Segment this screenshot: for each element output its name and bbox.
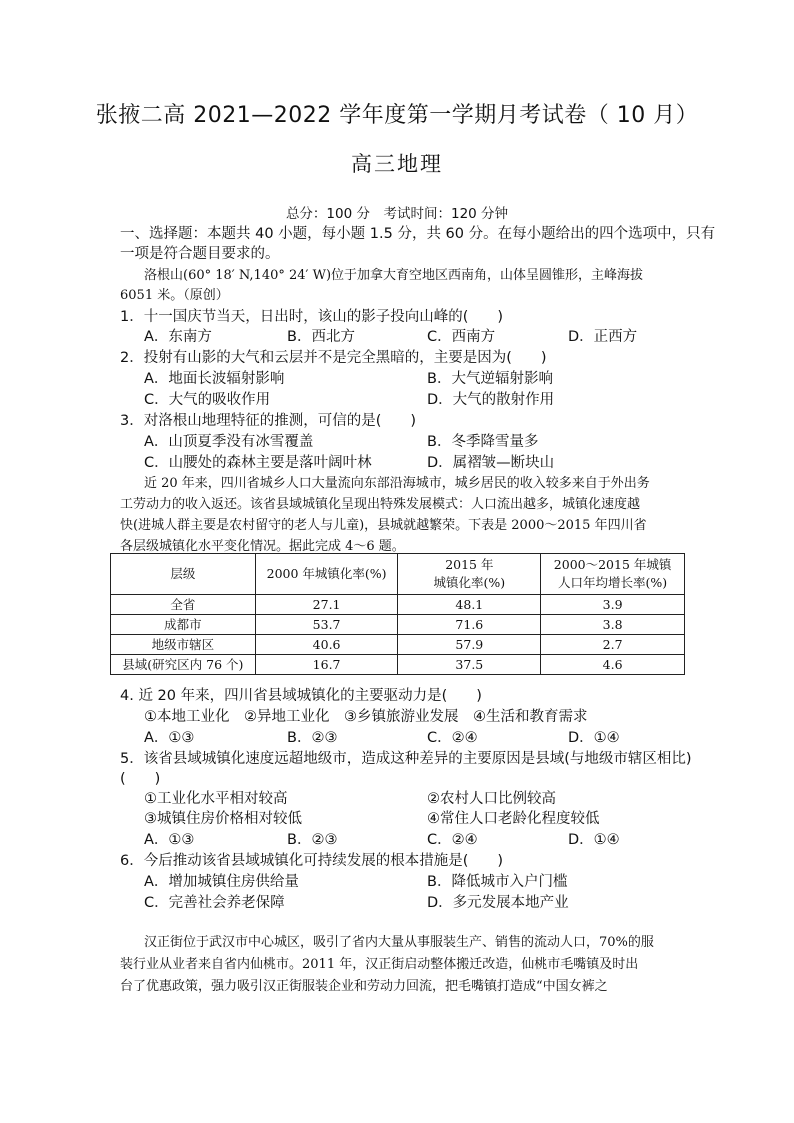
table-cell: 3.8 [541, 615, 685, 635]
table-cell: 全省 [111, 595, 256, 615]
table-header [398, 554, 541, 595]
table-row [111, 615, 685, 635]
q1-stem: 1．十一国庆节当天，日出时，该山的影子投向山峰的( ) [120, 309, 504, 325]
table-cell: 地级市辖区 [111, 635, 256, 655]
passage2-line1: 近 20 年来，四川省城乡人口大量流向东部沿海城市，城乡居民的收入较多来自于外出务 [144, 476, 650, 491]
q6-option-d: D．多元发展本地产业 [427, 895, 569, 911]
q4-stem: 4. 近 20 年来，四川省县域城镇化的主要驱动力是( ) [120, 688, 482, 704]
q4-option-d: D．①④ [568, 730, 620, 746]
passage3-line1: 汉正街位于武汉市中心城区，吸引了省内大量从事服装生产、销售的流动人口，70%的服 [144, 935, 654, 950]
exam-subject: 高三地理 [351, 152, 443, 176]
urbanization-table [110, 553, 685, 675]
passage3-line3: 台了优惠政策，强力吸引汉正街服装企业和劳动力回流，把毛嘴镇打造成“中国女裤之 [120, 979, 608, 994]
table-cell: 3.9 [541, 595, 685, 615]
q6-option-b: B．降低城市入户门槛 [427, 874, 568, 890]
section-instruction-line1: 一、选择题：本题共 40 小题，每小题 1.5 分，共 60 分。在每小题给出的四个选项中，只有 [120, 226, 716, 242]
q2-option-c: C．大气的吸收作用 [144, 392, 271, 408]
table-header-line: 城镇化率(%) [433, 575, 506, 590]
passage2-line2: 工劳动力的收入返还。该省县域城镇化呈现出特殊发展模式：人口流出越多，城镇化速度越 [120, 497, 641, 512]
q6-stem: 6．今后推动该省县域城镇化可持续发展的根本措施是( ) [120, 853, 504, 869]
q4-option-c: C．②④ [427, 730, 478, 746]
q4-items: ①本地工业化 ②异地工业化 ③乡镇旅游业发展 ④生活和教育需求 [144, 709, 588, 725]
table-cell: 57.9 [398, 635, 541, 655]
q6-option-a: A．增加城镇住房供给量 [144, 874, 299, 890]
q1-option-c: C．西南方 [427, 329, 496, 345]
q5-option-c: C．②④ [427, 832, 478, 848]
q2-stem: 2．投射有山影的大气和云层并不是完全黑暗的，主要是因为( ) [120, 350, 547, 366]
q1-option-d: D．正西方 [568, 329, 638, 345]
q5-item-2: ②农村人口比例较高 [427, 791, 556, 807]
q5-stem-blank: ( ) [120, 771, 161, 787]
table-cell: 4.6 [541, 655, 685, 675]
table-cell: 71.6 [398, 615, 541, 635]
table-header-line: 2015 年 [445, 557, 494, 572]
q5-option-b: B．②③ [287, 832, 338, 848]
q5-option-a: A．①③ [144, 832, 195, 848]
table-header-line: 2000～2015 年城镇 [553, 557, 672, 572]
q5-stem: 5．该省县域城镇化速度远超地级市，造成这种差异的主要原因是县域(与地级市辖区相比) [120, 751, 692, 767]
q5-option-d: D．①④ [568, 832, 620, 848]
table-cell: 县域(研究区内 76 个) [111, 655, 256, 675]
table-cell: 27.1 [255, 595, 398, 615]
q6-option-c: C．完善社会养老保障 [144, 895, 285, 911]
table-cell: 16.7 [255, 655, 398, 675]
exam-title: 张掖二高 2021—2022 学年度第一学期月考试卷（ 10 月） [95, 103, 699, 128]
table-row [111, 655, 685, 675]
q5-item-3: ③城镇住房价格相对较低 [144, 811, 302, 827]
q3-option-a: A．山顶夏季没有冰雪覆盖 [144, 434, 314, 450]
table-header-line: 人口年均增长率(%) [558, 575, 668, 590]
q1-option-b: B．西北方 [287, 329, 355, 345]
table-cell: 2.7 [541, 635, 685, 655]
q1-option-a: A．东南方 [144, 329, 212, 345]
q3-stem: 3．对洛根山地理特征的推测，可信的是( ) [120, 413, 417, 429]
table-header: 层级 [111, 554, 256, 595]
passage1-line1: 洛根山(60° 18′ N,140° 24′ W)位于加拿大育空地区西南角，山体呈圆锥形，主峰海拔 [144, 268, 644, 283]
table-cell: 48.1 [398, 595, 541, 615]
q5-item-1: ①工业化水平相对较高 [144, 791, 288, 807]
table-cell: 成都市 [111, 615, 256, 635]
table-row [111, 595, 685, 615]
q3-option-d: D．属褶皱—断块山 [427, 455, 555, 471]
table-row [111, 635, 685, 655]
q2-option-a: A．地面长波辐射影响 [144, 371, 285, 387]
exam-meta: 总分：100 分 考试时间：120 分钟 [285, 206, 509, 222]
q2-option-d: D．大气的散射作用 [427, 392, 555, 408]
q5-item-4: ④常住人口老龄化程度较低 [427, 811, 600, 827]
q2-option-b: B．大气逆辐射影响 [427, 371, 553, 387]
table-cell: 53.7 [255, 615, 398, 635]
q3-option-c: C．山腰处的森林主要是落叶阔叶林 [144, 455, 372, 471]
section-instruction-line2: 一项是符合题目要求的。 [120, 246, 280, 262]
table-header [541, 554, 685, 595]
passage1-line2: 6051 米。（原创） [120, 288, 229, 303]
q4-option-b: B．②③ [287, 730, 338, 746]
table-header: 2000 年城镇化率(%) [255, 554, 398, 595]
q3-option-b: B．冬季降雪量多 [427, 434, 539, 450]
passage2-line4: 各层级城镇化水平变化情况。据此完成 4～6 题。 [120, 539, 405, 554]
passage2-line3: 快(进城人群主要是农村留守的老人与儿童)，县城就越繁荣。下表是 2000～2015 年四川省 [120, 518, 647, 533]
table-cell: 40.6 [255, 635, 398, 655]
passage3-line2: 装行业从业者来自省内仙桃市。2011 年，汉正街启动整体搬迁改造，仙桃市毛嘴镇及时出 [120, 957, 639, 972]
table-cell: 37.5 [398, 655, 541, 675]
table-header-row [111, 554, 685, 595]
q4-option-a: A．①③ [144, 730, 195, 746]
